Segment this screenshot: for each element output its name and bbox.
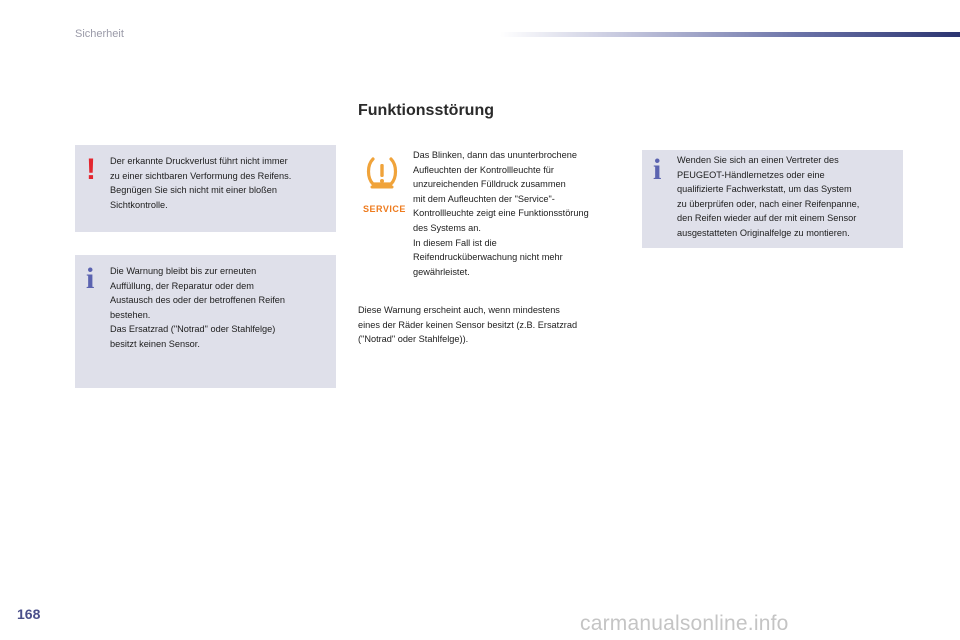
watermark: carmanualsonline.info	[580, 612, 789, 635]
service-warning-icon: SERVICE	[363, 204, 406, 214]
header-gradient-bar	[500, 32, 960, 37]
exclamation-warning-icon: !	[86, 153, 96, 186]
warning-box	[75, 145, 336, 232]
warning-text: Der erkannte Druckverlust führt nicht immer zu einer sichtbaren Verformung des Reifens. Begnügen Sie sich nicht mit einer bloßen Sichtkontrolle.	[110, 156, 292, 210]
info-text-left: Die Warnung bleibt bis zur erneuten Auffüllung, der Reparatur oder dem Austausch des oder der betroffenen Reifen bestehen. Das Ersatzrad ("Notrad" oder Stahlfelge) besitzt keinen Sensor.	[110, 266, 286, 349]
section-header: Sicherheit	[75, 28, 124, 40]
info-box-left	[75, 255, 336, 388]
tyre-pressure-warning-icon	[364, 156, 400, 190]
page-number: 168	[17, 606, 41, 622]
info-box-right	[642, 150, 903, 248]
info-icon: i	[86, 262, 95, 295]
page-title: Funktionsstörung	[358, 102, 494, 119]
info-icon: i	[653, 153, 662, 186]
info-text-right: Wenden Sie sich an einen Vertreter des PEUGEOT-Händlernetzes oder eine qualifizierte Fachwerkstatt, um das System zu überprüfen oder, nach einer Reifenpanne, den Reifen wieder auf der mit einem Sensor ausgestatteten Originalfelge zu montieren.	[677, 155, 860, 238]
malfunction-description: Das Blinken, dann das ununterbrochene Aufleuchten der Kontrollleuchte für unzureichenden Fülldruck zusammen mit dem Aufleuchten der "Service"- Kontrollleuchte zeigt eine Funktionsstörung des Systems an. In diesem Fall ist die Reifendrucküberwachung nicht mehr gewährleistet.	[413, 150, 589, 277]
sensor-note: Diese Warnung erscheint auch, wenn mindestens eines der Räder keinen Sensor besitzt (z.B. Ersatzrad ("Notrad" oder Stahlfelge)).	[358, 305, 578, 345]
